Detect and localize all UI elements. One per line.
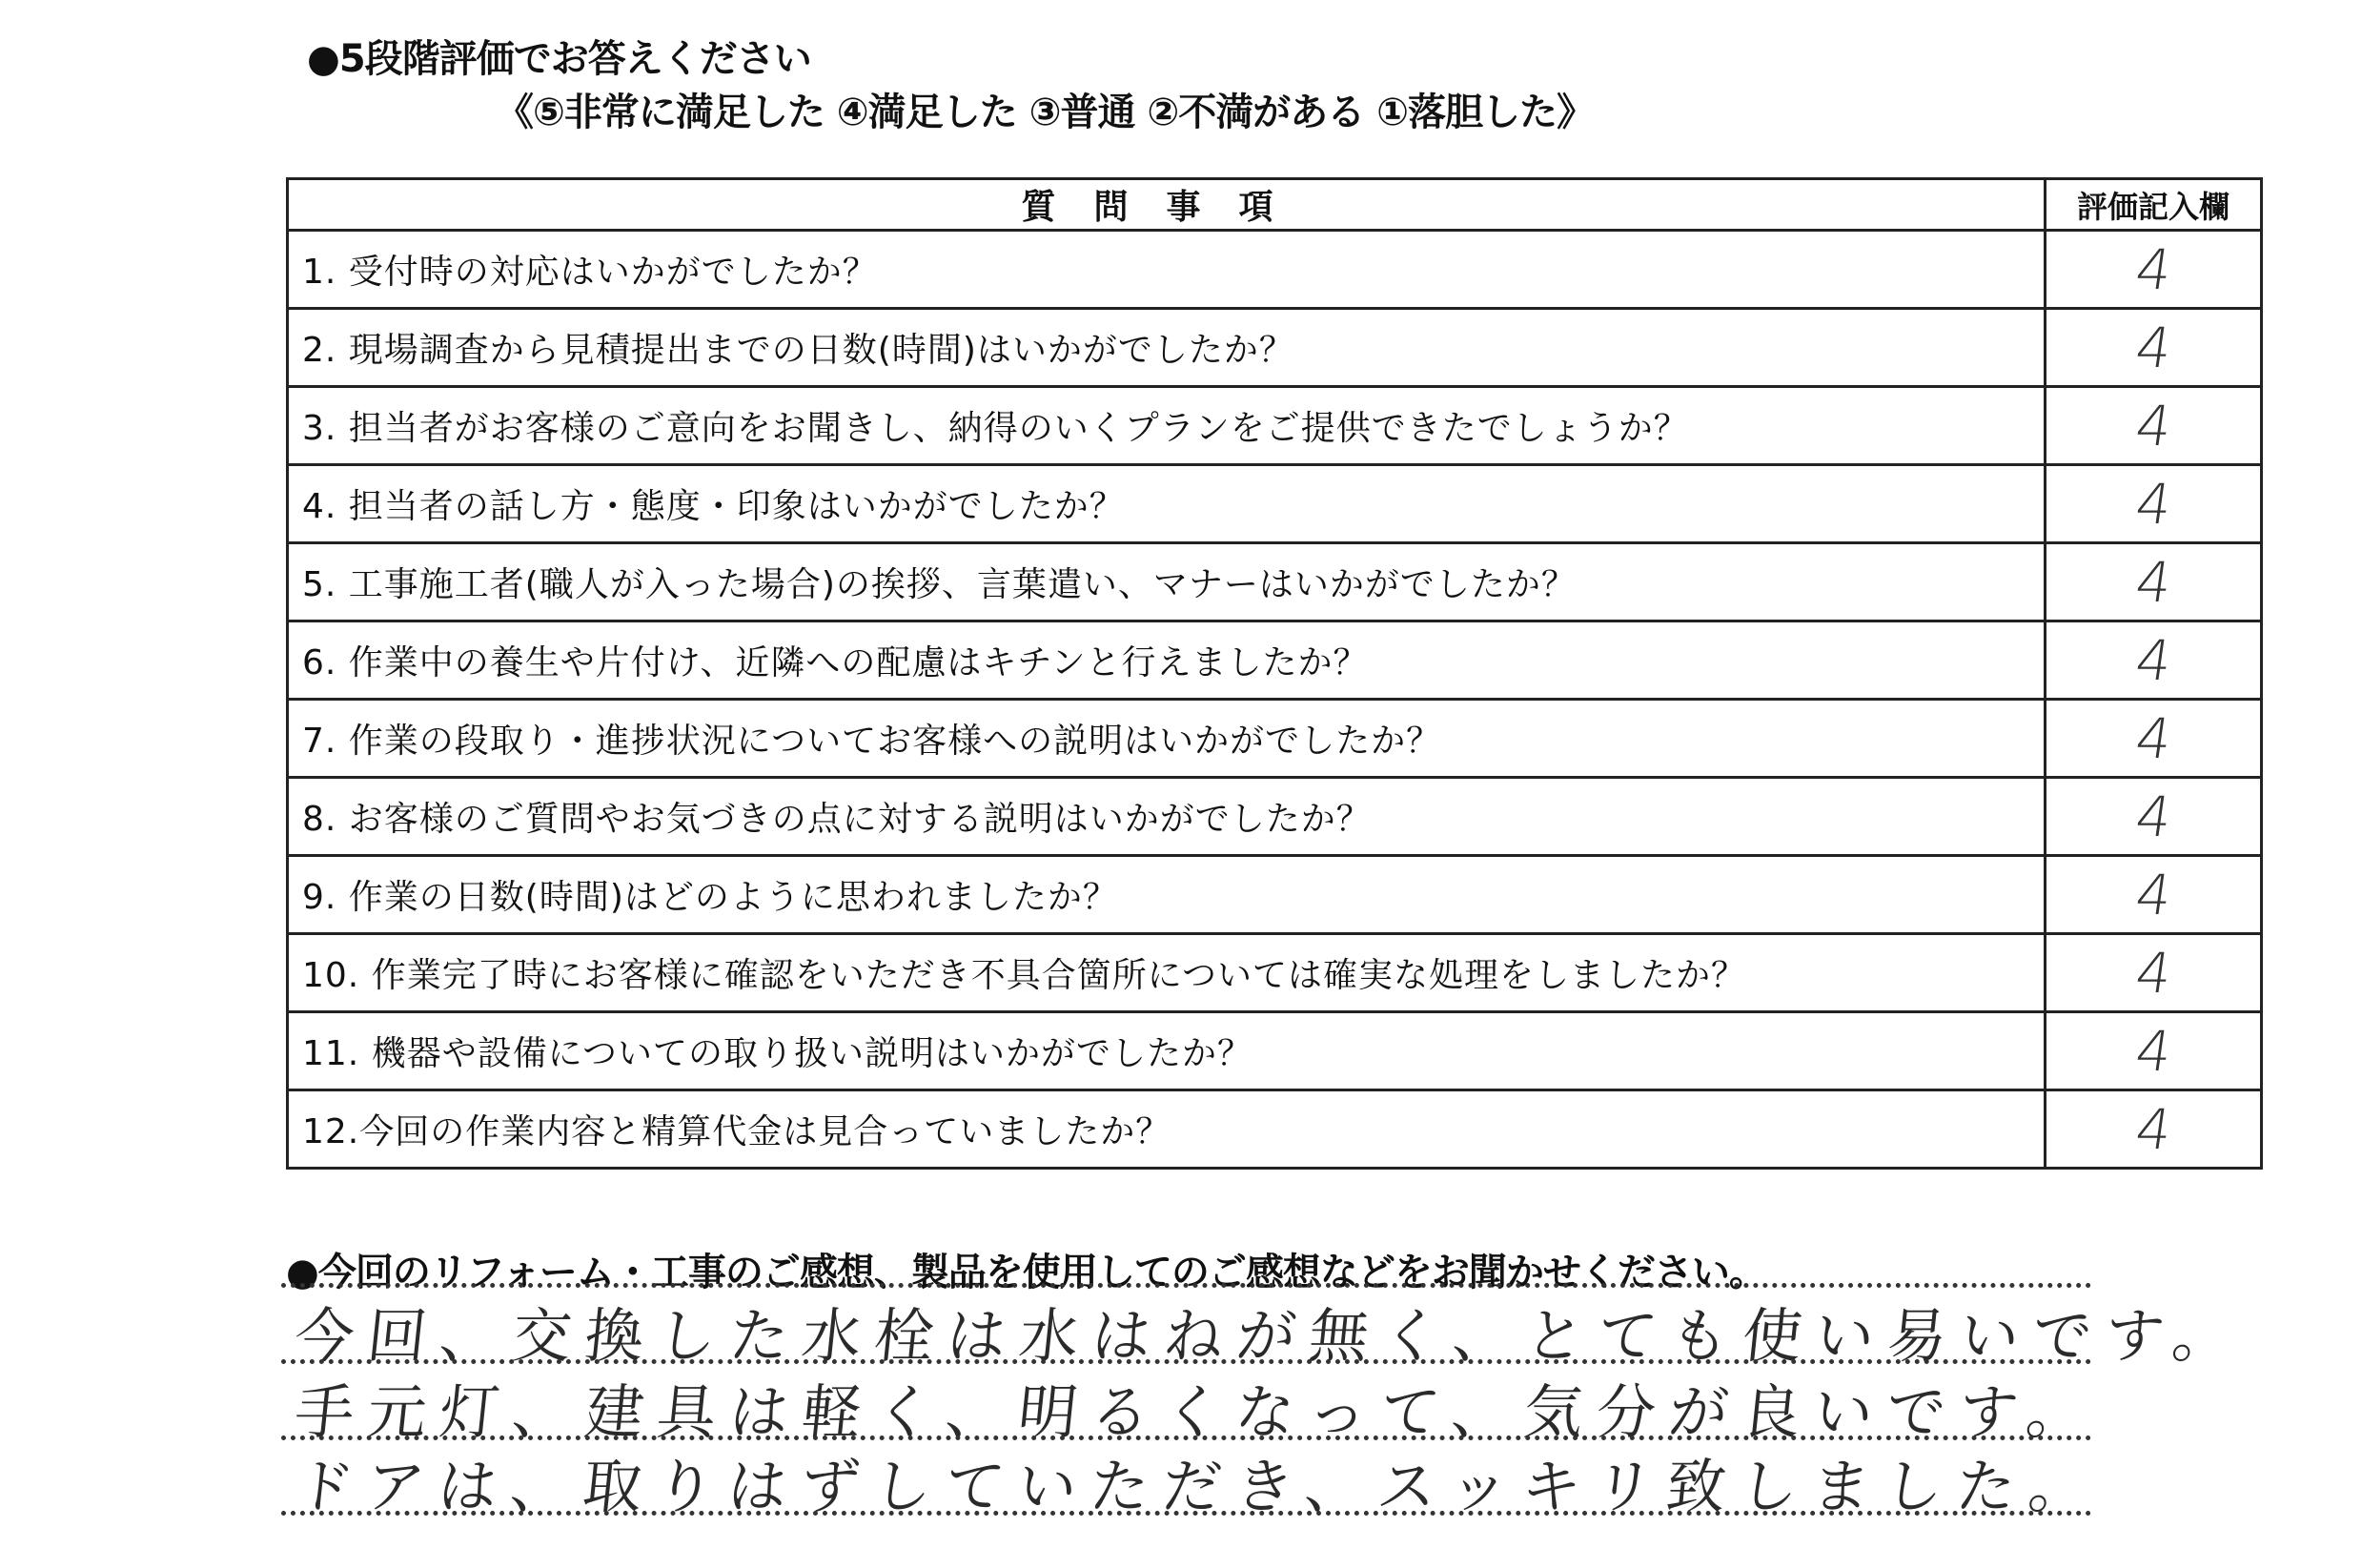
rating-value: 4 [2040,700,2268,778]
rating-value: 4 [2040,387,2268,465]
question-text: 3. 担当者がお客様のご意向をお聞きし、納得のいくプランをご提供できたでしょうか？ [288,387,2046,465]
table-row [288,856,2262,934]
comment-heading: ●今回のリフォーム・工事のご感想、製品を使用してのご感想などをお聞かせください。 [286,1251,1766,1294]
table-row [288,465,2262,543]
comment-line-1: 今回、交換した水栓は水はねが無く、とても使い易いです。 [291,1301,2250,1371]
rating-column-header: 評価記入欄 [2046,179,2262,231]
table-row [288,621,2262,700]
rating-value: 4 [2040,934,2268,1012]
comment-line-2: 手元灯、建具は軽く、明るくなって、気分が良いです。 [291,1377,2103,1447]
table-row [288,231,2262,309]
table-row [288,309,2262,387]
question-text: 6. 作業中の養生や片付け、近隣への配慮はキチンと行えましたか？ [288,621,2046,700]
rating-value: 4 [2040,543,2268,621]
rating-value: 4 [2040,856,2268,934]
rating-value: 4 [2040,778,2268,856]
table-row [288,934,2262,1012]
table-row [288,543,2262,621]
question-text: 10. 作業完了時にお客様に確認をいただき不具合箇所については確実な処理をしましたか？ [288,934,2046,1012]
rating-value: 4 [2040,621,2268,700]
question-text: 1. 受付時の対応はいかがでしたか？ [288,231,2046,309]
question-text: 9. 作業の日数(時間)はどのように思われましたか？ [288,856,2046,934]
rating-scale-legend: 《⑤非常に満足した ④満足した ③普通 ②不満がある ①落胆した》 [496,91,1595,134]
dotted-line [281,1359,2092,1364]
question-text: 4. 担当者の話し方・態度・印象はいかがでしたか？ [288,465,2046,543]
question-text: 5. 工事施工者(職人が入った場合)の挨拶、言葉遣い、マナーはいかがでしたか？ [288,543,2046,621]
dotted-line [281,1511,2092,1516]
question-column-header: 質問事項 [288,179,2046,231]
table-row [288,1012,2262,1090]
table-row [288,700,2262,778]
rating-instruction-heading: ●5段階評価でお答えください [307,37,811,81]
rating-value: 4 [2040,465,2268,543]
question-text: 2. 現場調査から見積提出までの日数(時間)はいかがでしたか？ [288,309,2046,387]
survey-table [286,177,2263,1170]
rating-value: 4 [2040,309,2268,387]
question-text: 8. お客様のご質問やお気づきの点に対する説明はいかがでしたか？ [288,778,2046,856]
table-row [288,778,2262,856]
table-row [288,1090,2262,1169]
rating-value: 4 [2040,1012,2268,1090]
dotted-line [281,1283,2092,1288]
table-row [288,387,2262,465]
question-text: 12.今回の作業内容と精算代金は見合っていましたか？ [288,1090,2046,1169]
question-text: 11. 機器や設備についての取り扱い説明はいかがでしたか？ [288,1012,2046,1090]
rating-value: 4 [2040,1090,2268,1169]
question-text: 7. 作業の段取り・進捗状況についてお客様への説明はいかがでしたか？ [288,700,2046,778]
comment-line-3: ドアは、取りはずしていただき、スッキリ致しました。 [291,1452,2106,1521]
rating-value: 4 [2040,231,2268,309]
